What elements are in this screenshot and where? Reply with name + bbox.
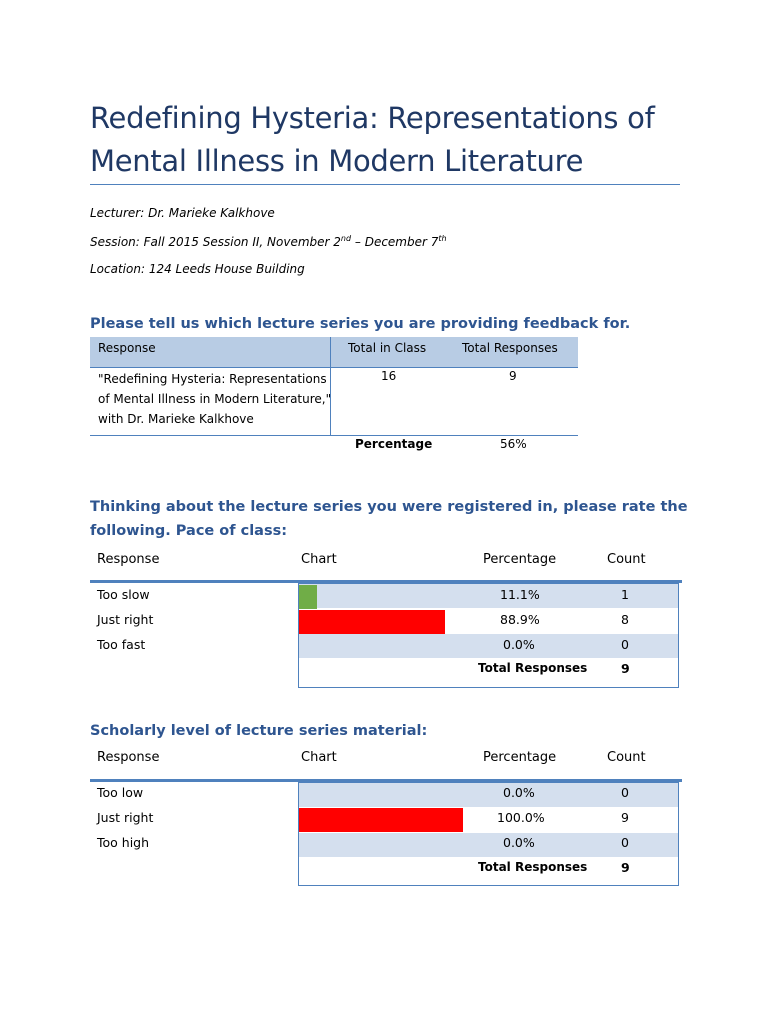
q1-response-line: "Redefining Hysteria: Representations <box>98 372 327 386</box>
q2-row-response: Too fast <box>97 637 146 652</box>
title-divider <box>90 184 680 185</box>
page-title: Redefining Hysteria: Representations of Mental Illness in Modern Literature <box>90 101 655 178</box>
q3-row-count: 0 <box>621 835 629 850</box>
q1-response-line: with Dr. Marieke Kalkhove <box>98 412 254 426</box>
q3-row-response: Too high <box>97 835 150 850</box>
q1-response-cell <box>98 369 331 429</box>
q1-header-response: Response <box>98 341 156 355</box>
q2-heading-line: following. Pace of class: <box>90 523 288 539</box>
q1-total-responses: 9 <box>509 369 517 383</box>
q2-row-response: Just right <box>97 612 154 627</box>
q2-total-value: 9 <box>621 661 630 676</box>
q2-row-percentage: 88.9% <box>500 612 540 627</box>
q2-bar-2 <box>299 610 445 634</box>
lecturer-line: Lecturer: Dr. Marieke Kalkhove <box>90 206 275 220</box>
q1-heading: Please tell us which lecture series you are providing feedback for. <box>90 316 631 332</box>
q1-percentage-value: 56% <box>500 437 527 451</box>
q3-bar-2 <box>299 808 463 832</box>
q2-row-response: Too slow <box>97 587 150 602</box>
q3-row-count: 9 <box>621 810 629 825</box>
q2-header-count: Count <box>607 552 646 567</box>
q2-row-percentage: 0.0% <box>503 637 535 652</box>
q3-row-percentage: 100.0% <box>497 810 545 825</box>
q3-row-count: 0 <box>621 785 629 800</box>
session-line <box>90 234 447 249</box>
q3-row-response: Just right <box>97 810 154 825</box>
q2-row-count: 1 <box>621 587 629 602</box>
q3-row-response: Too low <box>97 785 144 800</box>
q3-header-percentage: Percentage <box>483 750 557 765</box>
q2-row-count: 8 <box>621 612 629 627</box>
session-mid: – December 7 <box>351 235 439 249</box>
q3-row-percentage: 0.0% <box>503 835 535 850</box>
q1-row-divider <box>90 435 578 436</box>
location-line: Location: 124 Leeds House Building <box>90 262 305 276</box>
q3-header-count: Count <box>607 750 646 765</box>
q1-percentage-label: Percentage <box>355 437 433 451</box>
q2-heading <box>90 495 690 543</box>
q3-heading: Scholarly level of lecture series material: <box>90 723 428 739</box>
session-sup-start: nd <box>340 234 352 243</box>
q3-total-value: 9 <box>621 860 630 875</box>
session-sup-end: th <box>438 234 447 243</box>
q2-total-label: Total Responses <box>478 661 588 675</box>
q3-header-response: Response <box>97 750 160 765</box>
q2-bar-1 <box>299 585 317 609</box>
q2-row-count: 0 <box>621 637 629 652</box>
q1-header-total-in-class: Total in Class <box>348 341 427 355</box>
q3-row-percentage: 0.0% <box>503 785 535 800</box>
q1-header-total-responses: Total Responses <box>462 341 558 355</box>
q2-heading-line: Thinking about the lecture series you were registered in, please rate the <box>90 499 688 515</box>
q3-total-label: Total Responses <box>478 860 588 874</box>
q2-header-percentage: Percentage <box>483 552 557 567</box>
q1-total-in-class: 16 <box>381 369 397 383</box>
q2-header-response: Response <box>97 552 160 567</box>
q2-header-chart: Chart <box>301 552 337 567</box>
q3-header-chart: Chart <box>301 750 337 765</box>
q2-row-percentage: 11.1% <box>500 587 540 602</box>
session-prefix: Session: Fall 2015 Session II, November 2 <box>90 235 341 249</box>
q1-response-line: of Mental Illness in Modern Literature," <box>98 392 332 406</box>
